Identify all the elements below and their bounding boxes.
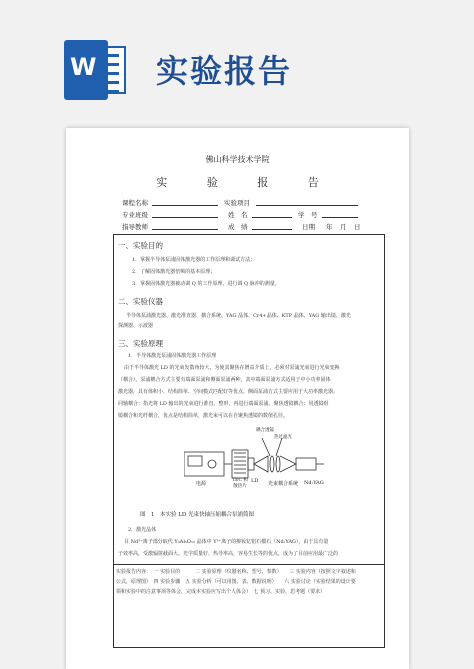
report-sheet [66, 128, 409, 669]
banner-title: 实验报告 [156, 52, 293, 90]
project-label: 实验项目 [224, 199, 250, 207]
word-letter: W [70, 53, 97, 81]
word-app-icon [64, 40, 128, 100]
footer-note-line: 实验报告内容： 一 实验目的 二 实验原理（仪器名称、型号、参数） 三 实验内容（按照文字叙述和 [116, 569, 356, 575]
power-knob-icon [208, 460, 216, 468]
fig-label-power: 电源 [196, 481, 207, 487]
score-field[interactable] [252, 229, 292, 230]
fig-label-crystal: Nd:YAG [304, 480, 324, 486]
power-display [188, 456, 202, 466]
student-id-field[interactable] [322, 217, 358, 218]
beam-cone [254, 456, 268, 472]
section-instruments-heading: 二、实验仪器 [118, 297, 163, 306]
date-day-label: 日 [354, 223, 361, 231]
ld-chip [248, 458, 254, 470]
section-purpose-heading: 一、实验目的 [118, 241, 163, 250]
fig-label-coupling-lens: 耦合透镜 [256, 428, 274, 433]
principle-paragraph-line: 同轴耦合：指光将 LD 输出的光束进行准直、整形，再进行端面泵浦。聚焦透镜耦合：用透镜组 [118, 401, 329, 407]
date-label: 日期 [302, 223, 315, 231]
fig-label-ld: LD [251, 478, 259, 484]
coupling-lens-2 [276, 456, 280, 472]
report-title: 实 验 报 告 [156, 176, 337, 189]
principle-paragraph-line: 镜耦合和光纤耦合，优点是结构简单，激光束可以在自聚焦透镜的数值孔径。 [118, 413, 289, 419]
teacher-field[interactable] [152, 229, 218, 230]
tec-heatsink [232, 450, 248, 478]
instruments-text: 半导体泵浦激光器、激光准直器、耦合系统、YAG 晶体、Cr4+晶体、KTP 晶体、YAG 输出镜、激光 [126, 313, 351, 319]
purpose-item: 2．了解固体激光器倍频的基本原理； [132, 269, 216, 275]
student-id-label: 学 号 [298, 211, 318, 219]
fig-label-coupling-system: 光束耦合系统 [268, 481, 299, 487]
purpose-item: 3．掌握固体激光器被动调 Q 的工作原理，进行调 Q 脉冲的测量。 [132, 281, 280, 287]
score-label: 成 绩 [228, 223, 248, 231]
teacher-label: 指导教师 [122, 223, 148, 231]
purpose-item: 1．掌握半导体泵浦固体激光器的工作原理和调试方法； [132, 257, 256, 263]
crystal-paragraph-line: 子效率高，受激辐射截面大、光学质量好、热导率高，容易生长等的优点，成为了目前应用最广泛的 [118, 551, 339, 557]
banner [0, 0, 474, 122]
principle-subheading-2: 2．激光晶体 [128, 527, 157, 533]
footer-note-line: 领和实验中的注意事项等体会，完成本实验应写出个人体会） 七 预习、实验、思考题（要求） [116, 589, 326, 595]
name-label: 姓 名 [228, 211, 248, 219]
major-class-label: 专业班级 [122, 211, 148, 219]
footer-note-line: 公式，原理图） 四 实验步骤 五 实验分析（可以用图、表、数据说明） 六 实验讨论（实验结果的设计要 [116, 579, 356, 585]
crystal-paragraph-line: 目 Nd³⁺离子部分取代 Y₃Al₅O₁₂ 晶体中 Y³⁺离子的掺钕钇铝石榴石（Nd:YAG），由于具有量 [124, 539, 329, 545]
nd-yag-crystal [296, 458, 316, 470]
principle-paragraph-line: 由于半导体激光 LD 的光束发散角较大，为使其聚焦在增益介质上，必须对泵浦光束进行光束变换 [124, 365, 340, 371]
principle-subheading-1: 1．半导体激光泵浦固体激光器工作原理 [128, 353, 217, 359]
fig-label-tec: TEC 和 散热片 [232, 478, 248, 489]
principle-paragraph-line: （耦合）。泵浦耦合方式主要有端面泵浦和侧面泵浦两种，其中端面泵浦方式适用于中小功率固体 [118, 377, 331, 383]
date-year-label: 年 [326, 223, 333, 231]
footer-divider [113, 564, 385, 565]
coupling-lens-1 [270, 456, 274, 472]
major-class-field[interactable] [152, 217, 218, 218]
figure-caption: 图 1 本实验 LD 光束快轴压缩耦合泵浦简图 [140, 512, 255, 518]
name-field[interactable] [252, 217, 292, 218]
course-label: 课程名称 [122, 199, 148, 207]
course-field[interactable] [152, 205, 218, 206]
fig-label-heat-filter: 热过滤光 [274, 435, 292, 440]
project-field[interactable] [256, 205, 358, 206]
date-month-label: 月 [340, 223, 347, 231]
instruments-text-cont: 探测器、示波器 [118, 323, 154, 329]
section-principle-heading: 三、实验原理 [118, 339, 163, 348]
focus-beam [280, 456, 296, 472]
principle-paragraph-line: 激光器，具有体积小、结构简单、空间模式匹配好等优点，侧面泵浦方式主要应用于大功率激光器。 [118, 389, 339, 395]
school-name: 佛山科学技术学院 [205, 155, 270, 164]
